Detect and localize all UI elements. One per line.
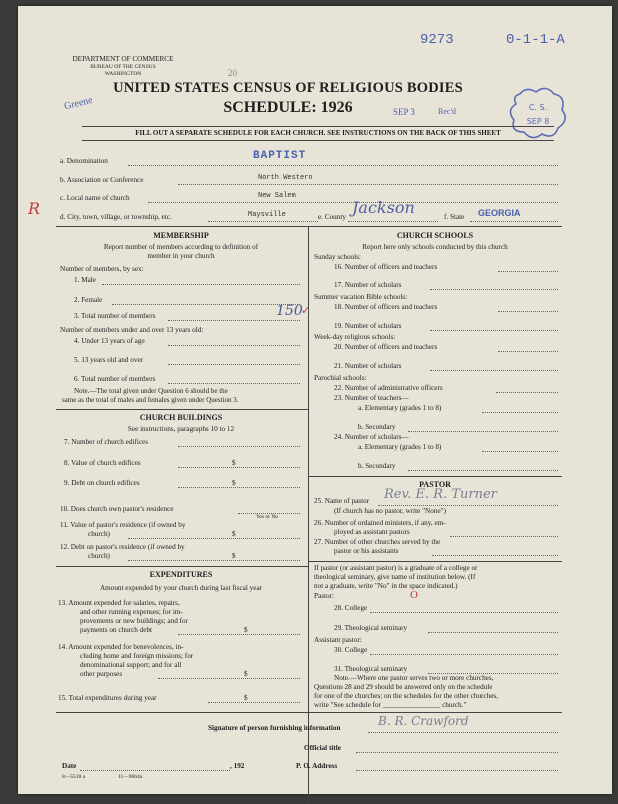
svg-text:SEP 8: SEP 8 xyxy=(526,117,550,126)
q3-total-label: 3. Total number of members xyxy=(74,312,156,320)
q14-label-4: other purposes xyxy=(80,670,123,678)
q5-over13-label: 5. 13 years old and over xyxy=(74,356,144,364)
q29-seminary-label: 29. Theological seminary xyxy=(334,624,408,632)
members-by-sex-label: Number of members, by sex: xyxy=(60,265,144,273)
age-intro-label: Number of members under and over 13 years old: xyxy=(60,326,204,334)
q7-edifices-label: 7. Number of church edifices xyxy=(64,438,149,446)
q8-value-label: 8. Value of church edifices xyxy=(64,459,141,467)
schools-subtitle: Report here only schools conducted by this church xyxy=(362,243,508,251)
q28-college-label: 28. College xyxy=(334,604,368,612)
q13-label-1: 13. Amount expended for salaries, repairs, xyxy=(58,599,180,607)
q27-label-2: pastor or his assistants xyxy=(334,547,399,555)
state-value[interactable]: GEORGIA xyxy=(478,208,521,218)
date-label: Date xyxy=(62,762,77,770)
classification-code: 0-1-1-A xyxy=(506,32,565,48)
pastor-note-3: for one of the churches; on the schedules for the other churches, xyxy=(314,692,499,700)
signature-label: Signature of person furnishing information xyxy=(208,724,341,732)
state-label: f. State xyxy=(444,213,465,221)
q9-dollar-sign: $ xyxy=(232,479,236,487)
q10-residence-label: 10. Does church own pastor's residence xyxy=(60,505,174,513)
q13-label-2: and other running expenses; for im- xyxy=(80,608,183,616)
q24-label: 24. Number of scholars— xyxy=(334,433,409,441)
q21-label: 21. Number of scholars xyxy=(334,362,402,370)
official-title-label: Official title xyxy=(304,744,341,752)
file-number: 9273 xyxy=(420,32,454,48)
q31-seminary-label: 31. Theological seminary xyxy=(334,665,408,673)
q17-label: 17. Number of scholars xyxy=(334,281,402,289)
county-label: e. County xyxy=(318,213,346,221)
q14-label-2: cluding home and foreign missions; for xyxy=(80,652,194,660)
q11-dollar-sign: $ xyxy=(232,530,236,538)
graduate-instruction-2: theological seminary, give name of institution below. (If xyxy=(314,573,476,581)
association-value[interactable]: North Western xyxy=(258,174,313,182)
red-check-mark: R xyxy=(28,199,41,218)
q14-label-1: 14. Amount expended for benevolences, in- xyxy=(58,643,184,651)
q22-label: 22. Number of administrative officers xyxy=(334,384,443,392)
expenditures-subtitle: Amount expended by your church during last fiscal year xyxy=(99,584,263,592)
denomination-value[interactable]: BAPTIST xyxy=(253,150,307,162)
q13-label-3: provements or new buildings; and for xyxy=(80,617,188,625)
q10-yes-no-hint: Yes or No xyxy=(256,514,279,520)
membership-note-1: Note.—The total given under Question 6 should be the xyxy=(74,387,228,395)
city-value[interactable]: Maysville xyxy=(248,211,286,219)
pastor-note-1: Note.—Where one pastor serves two or more churches, xyxy=(334,674,494,682)
q25-hint: (If church has no pastor, write "None") xyxy=(334,507,446,515)
q14-label-3: denominational support; and for all xyxy=(80,661,182,669)
graduate-instruction-3: not a graduate, write "No" in the space indicated.) xyxy=(314,582,458,590)
church-name-label: c. Local name of church xyxy=(60,194,130,202)
form-title: UNITED STATES CENSUS OF RELIGIOUS BODIES xyxy=(113,80,463,96)
q23b-label: b. Secondary xyxy=(358,423,396,431)
department-name: DEPARTMENT OF COMMERCE xyxy=(72,55,174,63)
membership-heading: MEMBERSHIP xyxy=(153,231,209,240)
q11-value-label-1: 11. Value of pastor's residence (if owned by xyxy=(60,521,186,529)
print-number: 11—9664a xyxy=(118,774,143,780)
bureau-name: BUREAU OF THE CENSUS xyxy=(90,64,156,70)
county-value[interactable]: Jackson xyxy=(352,198,415,217)
schools-heading: CHURCH SCHOOLS xyxy=(396,231,474,240)
church-name-value[interactable]: New Salem xyxy=(258,192,296,200)
q28-red-circle-mark: O xyxy=(410,589,418,601)
membership-note-2: same as the total of males and females given under Question 3. xyxy=(62,396,239,404)
weekday-schools-label: Week-day religious schools: xyxy=(314,333,396,341)
sunday-schools-label: Sunday schools: xyxy=(314,253,361,261)
q25-pastor-label: 25. Name of pastor xyxy=(314,497,370,505)
graduate-instruction-1: If pastor (or assistant pastor) is a graduate of a college or xyxy=(314,564,478,572)
q15-total-label: 15. Total expenditures during year xyxy=(58,694,157,702)
association-label: b. Association or Conference xyxy=(60,176,144,184)
q1-male-label: 1. Male xyxy=(74,276,96,284)
city-label: d. City, town, village, or township, etc. xyxy=(60,213,172,221)
q27-label-1: 27. Number of other churches served by the xyxy=(314,538,441,546)
denomination-label: a. Denomination xyxy=(60,157,108,165)
po-address-label: P. O. Address xyxy=(296,762,338,770)
svg-text:C. S.: C. S. xyxy=(528,103,548,112)
q13-dollar-sign: $ xyxy=(244,626,248,634)
date-year: , 192 xyxy=(230,762,245,770)
county-stamp: Greene xyxy=(63,94,94,113)
q18-label: 18. Number of officers and teachers xyxy=(334,303,438,311)
received-stamp: Rec'd xyxy=(438,107,456,116)
q12-debt-label-2: church) xyxy=(88,552,110,560)
pastor-sub-label: Pastor: xyxy=(314,592,334,600)
form-number: 8—5518 a xyxy=(62,774,86,780)
q30-college-label: 30. College xyxy=(334,646,368,654)
membership-subtitle-1: Report number of members according to definition of xyxy=(103,243,259,251)
q6-total-label: 6. Total number of members xyxy=(74,375,156,383)
census-schedule-form xyxy=(18,6,612,794)
q8-dollar-sign: $ xyxy=(232,459,236,467)
received-date-stamp: SEP 3 xyxy=(393,107,415,117)
q23-label: 23. Number of teachers— xyxy=(334,394,409,402)
summer-schools-label: Summer vacation Bible schools: xyxy=(314,293,408,301)
assistant-pastor-label: Assistant pastor: xyxy=(314,636,362,644)
pastor-note-2: Questions 28 and 29 should be answered only on the schedule xyxy=(314,683,493,691)
parochial-schools-label: Parochial schools: xyxy=(314,374,367,382)
q26-label-2: ployed as assistant pastors xyxy=(334,528,410,536)
signature-value[interactable]: B. R. Crawford xyxy=(378,714,469,728)
q20-label: 20. Number of officers and teachers xyxy=(334,343,438,351)
q25-pastor-name[interactable]: Rev. E. R. Turner xyxy=(384,487,497,502)
bureau-city: WASHINGTON xyxy=(104,71,142,77)
q9-debt-label: 9. Debt on church edifices xyxy=(64,479,140,487)
q15-dollar-sign: $ xyxy=(244,694,248,702)
faint-number: 20 xyxy=(228,68,237,78)
q4-under13-label: 4. Under 13 years of age xyxy=(74,337,145,345)
q16-label: 16. Number of officers and teachers xyxy=(334,263,438,271)
q23a-label: a. Elementary (grades 1 to 8) xyxy=(358,404,442,412)
membership-subtitle-2: member in your church xyxy=(147,252,215,260)
q2-female-label: 2. Female xyxy=(74,296,103,304)
q12-dollar-sign: $ xyxy=(232,552,236,560)
q19-label: 19. Number of scholars xyxy=(334,322,402,330)
q24b-label: b. Secondary xyxy=(358,462,396,470)
q14-dollar-sign: $ xyxy=(244,670,248,678)
expenditures-heading: EXPENDITURES xyxy=(149,570,213,579)
buildings-subtitle: See instructions, paragraphs 10 to 12 xyxy=(127,425,235,433)
form-instruction: FILL OUT A SEPARATE SCHEDULE FOR EACH CHURCH. SEE INSTRUCTIONS ON THE BACK OF THIS SHEET xyxy=(135,129,501,137)
q13-label-4: payments on church debt xyxy=(80,626,153,634)
q12-debt-label-1: 12. Debt on pastor's residence (if owned by xyxy=(60,543,185,551)
pastor-heading: PASTOR xyxy=(419,480,451,489)
schedule-year: SCHEDULE: 1926 xyxy=(223,99,353,116)
q26-label-1: 26. Number of ordained ministers, if any, em- xyxy=(314,519,446,527)
pastor-note-4: write "See schedule for ________________ church." xyxy=(314,701,467,709)
red-tick-icon: ✓ xyxy=(301,305,311,317)
q3-total-value[interactable]: 150 xyxy=(276,303,303,319)
q24a-label: a. Elementary (grades 1 to 8) xyxy=(358,443,442,451)
q11-value-label-2: church) xyxy=(88,530,110,538)
buildings-heading: CHURCH BUILDINGS xyxy=(139,413,223,422)
